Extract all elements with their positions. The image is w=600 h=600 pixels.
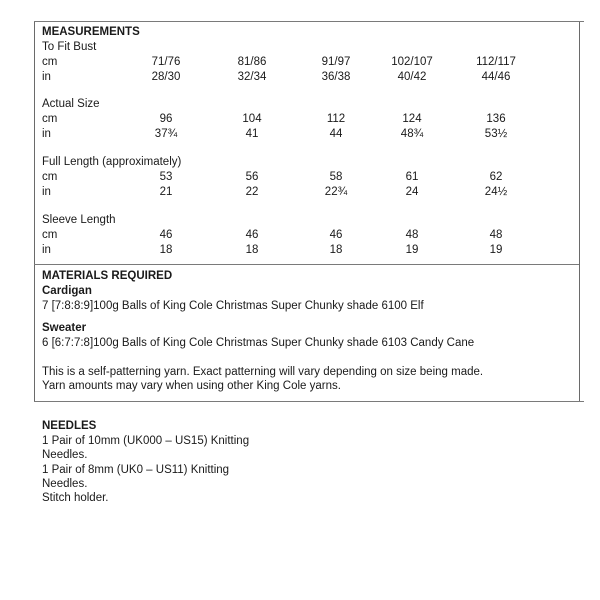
unit-label: cm	[42, 56, 58, 68]
unit-label: in	[42, 70, 51, 83]
needles-heading: NEEDLES	[42, 420, 97, 432]
measurement-value: 44	[329, 127, 343, 140]
measurement-value: 71/76	[151, 56, 181, 68]
cardigan-yarn-text: 7 [7:8:8:9]100g Balls of King Cole Christmas Super Chunky shade 6100 Elf	[42, 300, 424, 312]
needles-line: Needles.	[42, 478, 88, 490]
measurement-value: 96	[159, 113, 173, 125]
cardigan-label: Cardigan	[42, 285, 92, 297]
needles-line: 1 Pair of 10mm (UK000 – US15) Knitting	[42, 435, 250, 447]
yarn-note-line-1: This is a self-patterning yarn. Exact patterning will vary depending on size being made.	[42, 366, 484, 378]
measurement-value: 53½	[484, 127, 508, 140]
unit-label: in	[42, 127, 51, 140]
materials-heading: MATERIALS REQUIRED	[42, 270, 173, 282]
measurement-value: 61	[405, 171, 419, 183]
measurement-value: 24	[405, 185, 419, 198]
measurement-value: 24½	[484, 185, 508, 198]
measurement-group-label: Sleeve Length	[42, 214, 116, 226]
sweater-yarn-text: 6 [6:7:7:8]100g Balls of King Cole Christmas Super Chunky shade 6103 Candy Cane	[42, 337, 475, 349]
measurement-value: 62	[489, 171, 503, 183]
measurement-value: 40/42	[397, 70, 427, 83]
measurement-value: 32/34	[237, 70, 267, 83]
box-bottom-border	[34, 401, 584, 402]
needles-line: 1 Pair of 8mm (UK0 – US11) Knitting	[42, 464, 230, 476]
measurement-group-label: To Fit Bust	[42, 41, 97, 53]
measurement-value: 48	[489, 229, 503, 241]
unit-label: cm	[42, 229, 58, 241]
measurement-group-label: Actual Size	[42, 98, 100, 110]
measurement-value: 46	[245, 229, 259, 241]
measurement-value: 18	[159, 243, 173, 256]
measurement-value: 81/86	[237, 56, 267, 68]
measurement-value: 18	[245, 243, 259, 256]
measurement-value: 22	[245, 185, 259, 198]
measurement-value: 102/107	[391, 56, 433, 68]
unit-label: in	[42, 185, 51, 198]
needles-line: Stitch holder.	[42, 492, 109, 504]
measurement-value: 112	[326, 113, 346, 125]
measurement-value: 36/38	[321, 70, 351, 83]
measurement-value: 58	[329, 171, 343, 183]
sweater-label: Sweater	[42, 322, 87, 334]
unit-label: cm	[42, 171, 58, 183]
measurement-value: 28/30	[151, 70, 181, 83]
measurement-value: 53	[159, 171, 173, 183]
measurement-value: 18	[329, 243, 343, 256]
section-divider	[34, 264, 579, 265]
box-top-border	[34, 21, 584, 22]
yarn-note-line-2: Yarn amounts may vary when using other King Cole yarns.	[42, 380, 341, 392]
measurement-value: 112/117	[476, 56, 516, 68]
measurement-value: 104	[242, 113, 262, 125]
measurement-value: 22¾	[324, 185, 348, 198]
measurement-value: 46	[159, 229, 173, 241]
measurement-value: 136	[486, 113, 506, 125]
unit-label: in	[42, 243, 51, 256]
measurement-value: 56	[245, 171, 259, 183]
measurement-value: 44/46	[481, 70, 511, 83]
measurement-value: 37¾	[154, 127, 178, 140]
measurement-value: 41	[245, 127, 259, 140]
unit-label: cm	[42, 113, 58, 125]
measurements-heading: MEASUREMENTS	[42, 26, 140, 38]
measurement-value: 48¾	[400, 127, 424, 140]
measurement-group-label: Full Length (approximately)	[42, 156, 182, 168]
measurement-value: 124	[402, 113, 422, 125]
measurement-value: 19	[489, 243, 503, 256]
measurement-value: 21	[159, 185, 173, 198]
measurement-value: 46	[329, 229, 343, 241]
measurement-value: 48	[405, 229, 419, 241]
needles-line: Needles.	[42, 449, 88, 461]
measurement-value: 91/97	[321, 56, 351, 68]
measurement-value: 19	[405, 243, 419, 256]
